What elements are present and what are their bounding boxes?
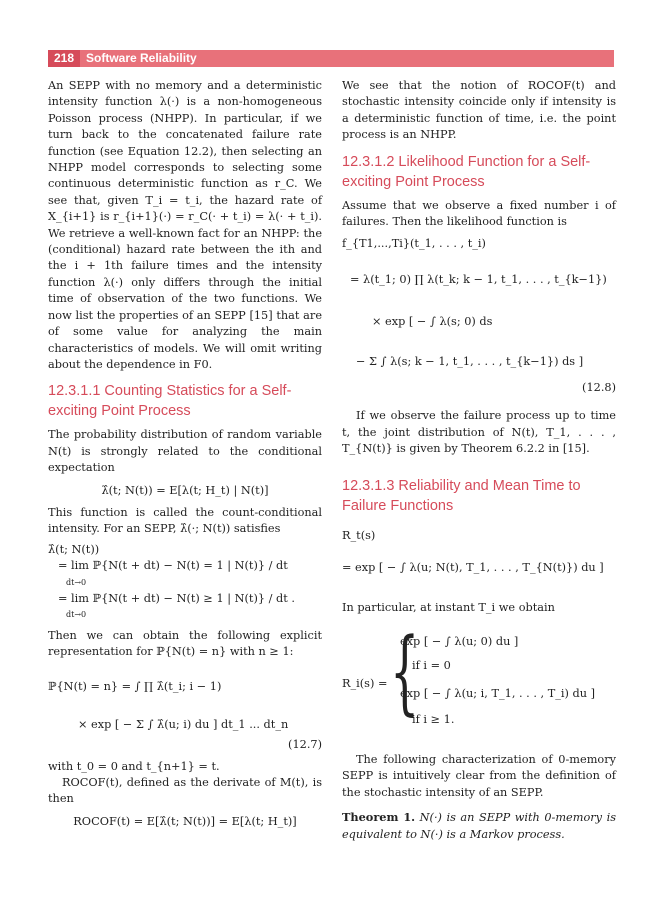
case-expression: exp [ − ∫ λ(u; i, T_1, . . . , T_i) du ]	[400, 687, 596, 701]
limit-subscript: dt→0	[66, 577, 87, 587]
paragraph: If we observe the failure process up to time t, the joint distribution of N(t), T_1, . . . , T_{N(t)} is given by Theorem 6.2.2 in [15].	[342, 409, 616, 456]
equation-number: (12.8)	[582, 381, 616, 395]
equation: ROCOF(t) = E[λ̂(t; N(t))] = E[λ(t; H_t)]	[73, 814, 297, 828]
running-header	[48, 50, 614, 67]
right-column	[342, 78, 616, 843]
equation-block	[48, 542, 322, 624]
paragraph: The following characterization of 0-memory SEPP is intuitively clear from the definition of the stochastic intensity of an SEPP.	[342, 753, 616, 799]
paragraph: with t_0 = 0 and t_{n+1} = t.	[48, 759, 220, 773]
equation: λ̂(t; N(t)) = E[λ(t; H_t) | N(t)]	[101, 483, 269, 497]
equation-number: (12.7)	[288, 737, 322, 751]
equation-line: = lim ℙ{N(t + dt) − N(t) = 1 | N(t)} / dt	[58, 559, 288, 573]
equation-line: − Σ ∫ λ(s; k − 1, t_1, . . . , t_{k−1}) ds ]	[356, 355, 584, 369]
equation-line: = exp [ − ∫ λ(u; N(t), T_1, . . . , T_{N(t)}) du ]	[342, 560, 604, 574]
equation-line: ℙ{N(t) = n} = ∫ ∏ λ̂(t_i; i − 1)	[48, 679, 222, 693]
page-number: 218	[48, 50, 80, 67]
theorem-text: N(·) is an SEPP with 0-memory is equivalent to N(·) is a Markov process.	[342, 811, 616, 841]
theorem-label: Theorem 1.	[342, 810, 416, 825]
paragraph: This function is called the count-conditional intensity. For an SEPP, λ̂(·; N(t)) satisfies	[48, 505, 322, 536]
left-brace-icon: {	[390, 618, 420, 726]
limit-subscript: dt→0	[66, 610, 87, 620]
equation-block	[342, 528, 616, 600]
case-expression: exp [ − ∫ λ(u; 0) du ]	[400, 635, 519, 649]
section-heading: 12.3.1.2 Likelihood Function for a Self-exciting Point Process	[342, 153, 591, 190]
paragraph: The probability distribution of random variable N(t) is strongly related to the conditional expectation	[48, 428, 322, 475]
section-heading: 12.3.1.3 Reliability and Mean Time to Failure Functions	[342, 477, 581, 514]
paragraph: Then we can obtain the following explicit representation for ℙ{N(t) = n} with n ≥ 1:	[48, 628, 322, 659]
paragraph: Assume that we observe a fixed number i of failures. Then the likelihood function is	[342, 198, 616, 229]
section-heading: 12.3.1.1 Counting Statistics for a Self-exciting Point Process	[48, 383, 292, 420]
equation-line: × exp [ − ∫ λ(s; 0) ds	[372, 315, 493, 329]
running-title: Software Reliability	[86, 51, 197, 65]
equation-line: R_t(s)	[342, 528, 376, 542]
paragraph: In particular, at instant T_i we obtain	[342, 600, 555, 614]
paragraph: ROCOF(t), defined as the derivate of M(t), is then	[48, 776, 322, 806]
equation-lhs: R_i(s) =	[342, 677, 388, 691]
equation-line: = lim ℙ{N(t + dt) − N(t) ≥ 1 | N(t)} / dt .	[58, 591, 296, 605]
case-condition: if i = 0	[412, 659, 451, 673]
case-condition: if i ≥ 1.	[412, 713, 455, 727]
equation-line: × exp [ − Σ ∫ λ̂(u; i) du ] dt_1 ... dt_n	[78, 717, 289, 731]
equation-line: = λ(t_1; 0) ∏ λ(t_k; k − 1, t_1, . . . , t_{k−1})	[350, 273, 607, 287]
theorem	[342, 809, 616, 843]
equation-block	[48, 671, 322, 753]
equation-block	[342, 618, 616, 744]
paragraph: An SEPP with no memory and a deterministic intensity function λ(·) is a non-homogeneous Poisson process (NHPP). In particular, if we turn back to the concatenated failure rate function (see Equation 12.2), then selecting an NHPP model corresponds to selecting some continuous deterministic function as r_C. We see that, given T_i = t_i, the hazard rate of X_{i+1} is r_{i+1}(·) = r_C(· + t_i) = λ(· + t_i). We retrieve a well-known fact for an NHPP: the (conditional) hazard rate between the ith and the i + 1th failure times and the intensity function λ(·) only differs through the initial time of observation of the two functions. We now list the properties of an SEPP [15] that are of some value for analyzing the main characteristics of models. We will omit writing about the dependence in F0.	[48, 79, 322, 371]
equation-line: f_{T1,...,Ti}(t_1, . . . , t_i)	[342, 237, 486, 251]
equation-block	[342, 236, 616, 396]
equation-line: λ̂(t; N(t))	[48, 542, 100, 556]
paragraph: We see that the notion of ROCOF(t) and stochastic intensity coincide only if intensity is a deterministic function of time, i.e. the point process is an NHPP.	[342, 79, 616, 142]
left-column	[48, 78, 322, 836]
